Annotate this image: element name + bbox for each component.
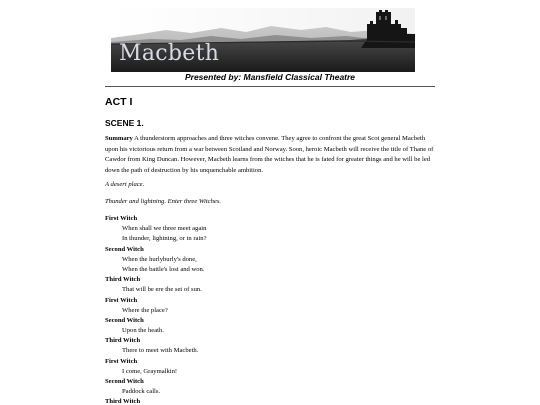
presented-by-caption: Presented by: Mansfield Classical Theatre xyxy=(184,72,356,82)
speaker-name: Second Witch xyxy=(105,378,144,385)
scene-summary xyxy=(105,134,437,176)
speaker-name: Third Witch xyxy=(105,276,141,284)
dialogue-line: When shall we three meet again xyxy=(122,225,207,233)
dialogue-line: I come, Graymalkin! xyxy=(122,367,178,375)
dialogue-line: That will be ere the set of sun. xyxy=(122,286,202,294)
speaker-name: Second Witch xyxy=(105,245,144,253)
macbeth-banner xyxy=(111,8,415,72)
scene-heading: SCENE 1. xyxy=(105,118,144,128)
dialogue-line: In thunder, lightning, or in rain? xyxy=(122,235,207,243)
stage-direction-entrance: Thunder and lightning. Enter three Witches. xyxy=(105,198,222,205)
speaker-name: Second Witch xyxy=(105,316,144,324)
dialogue-line: There to meet with Macbeth. xyxy=(122,347,199,355)
dialogue-line: Where the place? xyxy=(122,306,168,314)
speaker-name: First Witch xyxy=(105,296,138,304)
dialogue-line: When the hurlyburly's done, xyxy=(122,255,197,263)
dialogue xyxy=(105,214,435,405)
dialogue-line: When the battle's lost and won. xyxy=(122,265,205,273)
speaker-name: Third Witch xyxy=(105,398,141,405)
dialogue-line: Upon the heath. xyxy=(122,327,164,335)
summary-label: Summary xyxy=(105,135,133,142)
summary-text: A thunderstorm approaches and three witches convene. They agree to confront the great Scot general Macbeth upon his victorious return from a war between Scotland and Norway. Soon, heroic Macbeth will receive the title of Thane of Cawdor from King Duncan. However, Macbeth learns from the witches that he is fated for greater things and he will be led down the path of destruction by his unquenchable ambition. xyxy=(105,135,434,174)
act-heading: ACT I xyxy=(105,96,133,108)
stage-direction-setting: A desert place. xyxy=(105,181,145,188)
speaker-name: First Witch xyxy=(105,215,138,222)
banner-title: Macbeth xyxy=(119,41,220,66)
speaker-name: First Witch xyxy=(105,357,138,365)
header-divider xyxy=(105,86,435,87)
dialogue-line: Paddock calls. xyxy=(122,388,161,396)
speaker-name: Third Witch xyxy=(105,337,141,345)
